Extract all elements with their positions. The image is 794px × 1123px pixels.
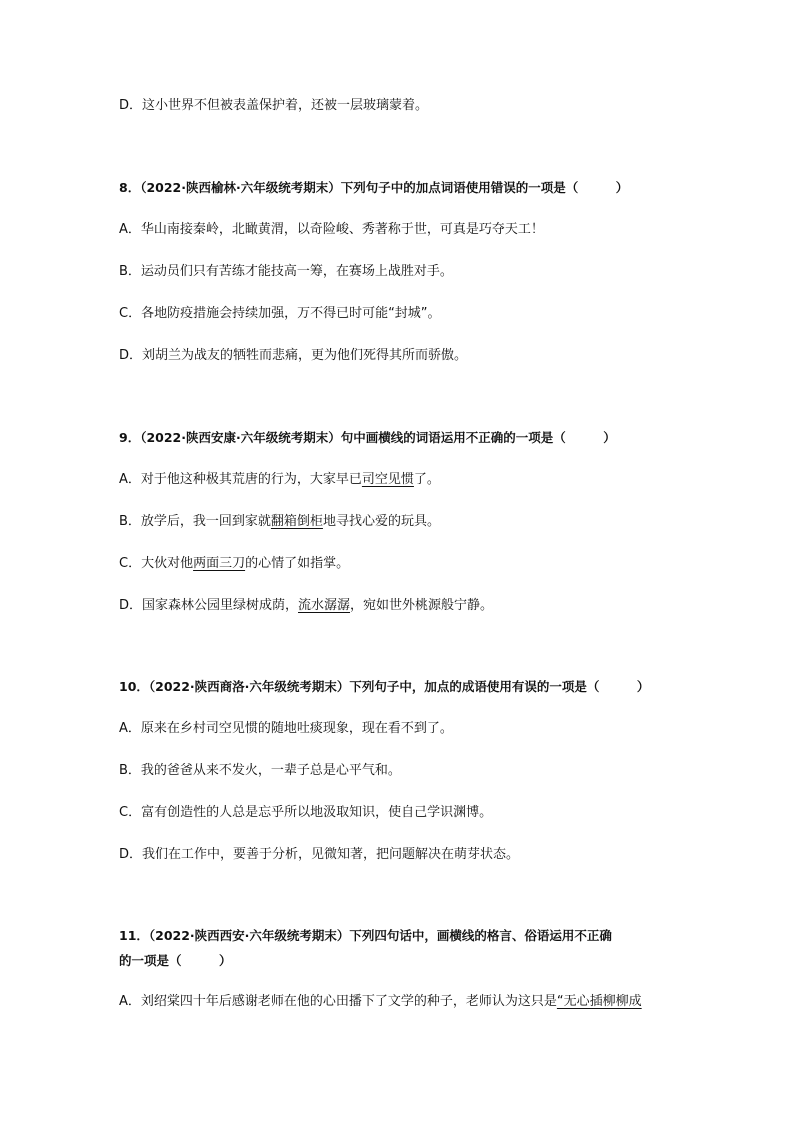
q9-option-d-tail: ，宛如世外桃源般宁静。 [350,598,494,613]
q9-option-c-text: C．大伙对他 [119,556,194,571]
q8-title: 8．（2022·陕西榆林·六年级统考期末）下列句子中的加点词语使用错误的一项是（ ） [119,180,629,195]
q11-option-a-text: A．刘绍棠四十年后感谢老师在他的心田播下了文学的种子，老师认为这只是 [119,994,557,1009]
q10-option-d: D．我们在工作中，要善于分析，见微知著，把问题解决在萌芽状态。 [119,847,520,862]
q9-option-d-underlined: 流水潺潺 [298,598,351,613]
q11-title-line1: 11．（2022·陕西西安·六年级统考期末）下列四句话中，画横线的格言、俗语运用不正确 [119,928,612,943]
q10-option-c: C．富有创造性的人总是忘乎所以地汲取知识，使自己学识渊博。 [119,805,493,820]
q11-option-a [119,992,642,1012]
q9-option-a-underlined: 司空见惯 [361,472,414,487]
q11-option-a-underlined: “无心插柳柳成 [556,994,642,1009]
q9-option-c [119,554,349,574]
q8-option-b: B．运动员们只有苦练才能技高一筹，在赛场上战胜对手。 [119,264,453,279]
q8-option-a: A．华山南接秦岭，北瞰黄渭，以奇险峻、秀著称于世，可真是巧夺天工！ [119,222,544,237]
q9-option-c-underlined: 两面三刀 [193,556,246,571]
q9-option-a [119,470,440,490]
q9-option-b-tail: 地寻找心爱的玩具。 [322,514,440,529]
q11-title-line2: 的一项是（ ） [119,953,232,968]
q8-option-c: C．各地防疫措施会持续加强，万不得已时可能“封城”。 [119,306,441,321]
q9-option-d [119,596,493,616]
q9-option-a-text: A．对于他这种极其荒唐的行为，大家早已 [119,472,362,487]
q9-option-d-text: D．国家森林公园里绿树成荫， [119,598,299,613]
q7-option-d: D．这小世界不但被表盖保护着，还被一层玻璃蒙着。 [119,98,429,113]
q9-option-c-tail: 的心情了如指掌。 [245,556,350,571]
q10-option-b: B．我的爸爸从来不发火，一辈子总是心平气和。 [119,763,401,778]
q9-option-a-tail: 了。 [413,472,440,487]
q10-option-a: A．原来在乡村司空见惯的随地吐痰现象，现在看不到了。 [119,721,453,736]
q9-option-b-underlined: 翻箱倒柜 [270,514,323,529]
q8-option-d: D．刘胡兰为战友的牺牲而悲痛，更为他们死得其所而骄傲。 [119,348,468,363]
q9-option-b-text: B．放学后，我一回到家就 [119,514,271,529]
q10-title: 10．（2022·陕西商洛·六年级统考期末）下列句子中，加点的成语使用有误的一项是（ ） [119,679,650,694]
q9-title: 9．（2022·陕西安康·六年级统考期末）句中画横线的词语运用不正确的一项是（ ） [119,430,616,445]
q9-option-b [119,512,440,532]
